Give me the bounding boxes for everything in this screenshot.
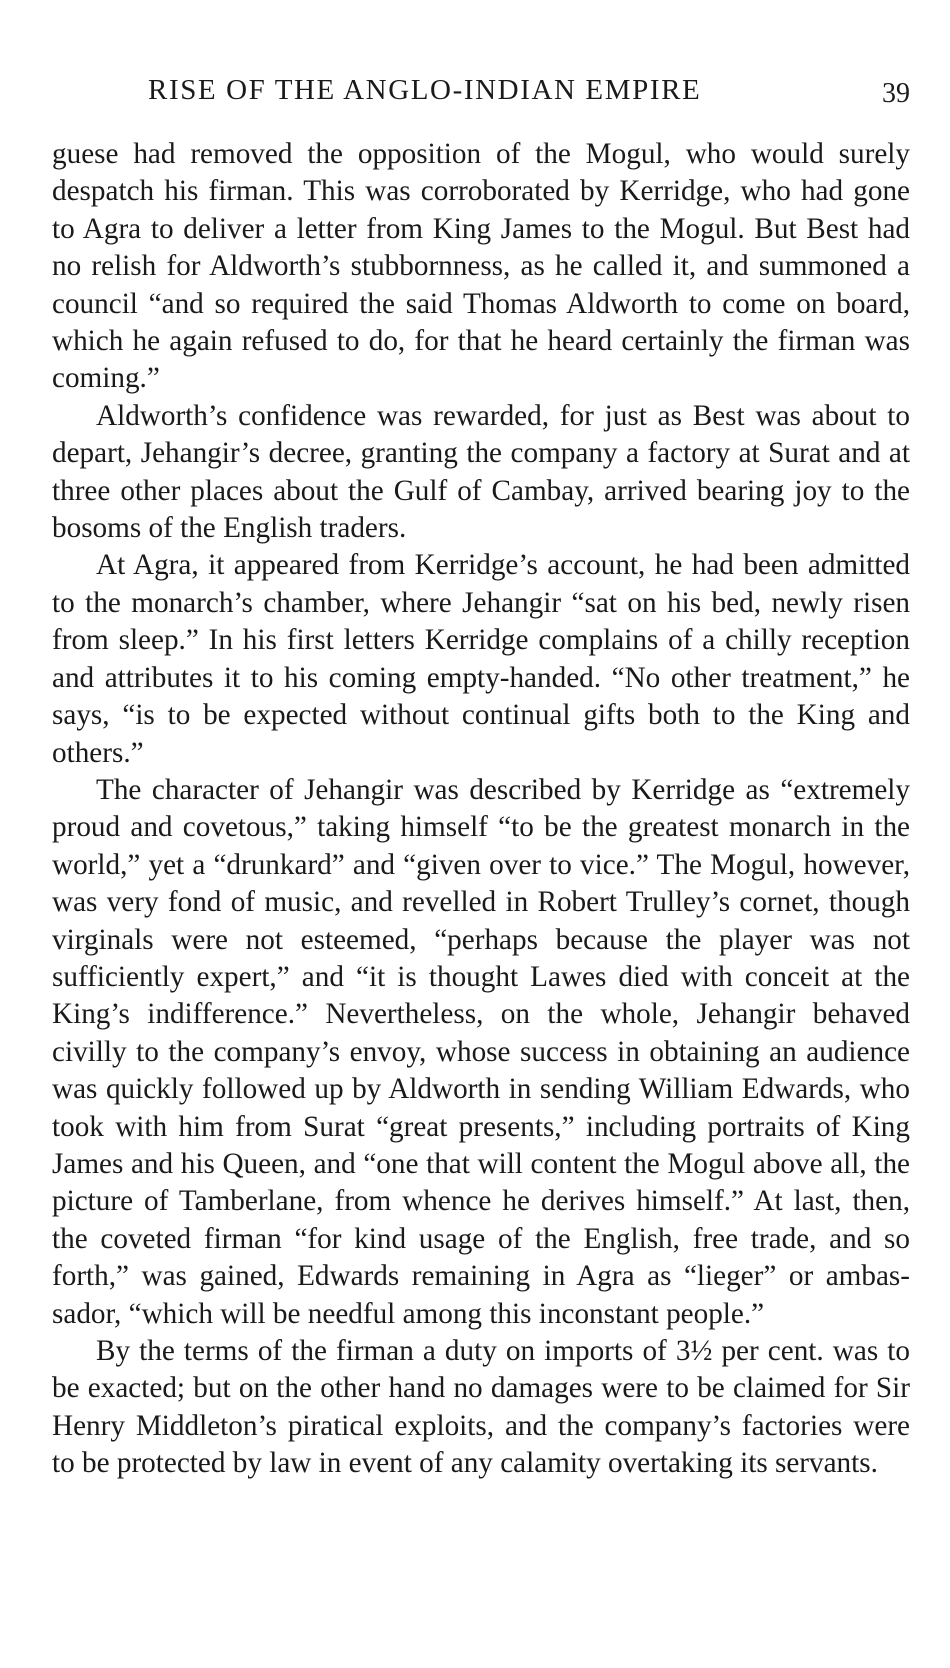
- paragraph-firman-terms: By the terms of the firman a duty on imports of 3½ per cent. was to be exacted; but on the other hand no damages were to be claimed for Sir Henry Middleton’s piratical exploits, and the company’s factories were to be protected by law in event of any calamity overtaking its servants.: [52, 1335, 910, 1480]
- body-text: [52, 136, 910, 1483]
- paragraph-agra-reception: At Agra, it appeared from Kerridge’s account, he had been admitted to the monarch’s chamber, where Jehangir “sat on his bed, newly risen from sleep.” In his first letters Kerridge complains of a chilly reception and attributes it to his coming empty-handed. “No other treatment,” he says, “is to be expected without continual gifts both to the King and others.”: [52, 549, 910, 769]
- paragraph-aldworth-confidence: Aldworth’s confidence was rewarded, for just as Best was about to depart, Jehangir’s decree, granting the company a factory at Surat and at three other places about the Gulf of Cambay, arrived bearing joy to the bosoms of the English traders.: [52, 399, 910, 545]
- page-number: 39: [882, 78, 910, 109]
- paragraph-jehangir-character: The character of Jehangir was described by Kerridge as “extremely proud and covetous,” taking himself “to be the greatest monarch in the world,” yet a “drunkard” and “given over to vice.” The Mogul, however, was very fond of music, and revelled in Robert Trulley’s cornet, though virginals were not esteemed, “perhaps because the player was not sufficiently expert,” and “it is thought Lawes died with conceit at the King’s indifference.” Nevertheless, on the whole, Jehangir behaved civilly to the company’s envoy, whose success in obtaining an audience was quickly followed up by Aldworth in sending William Edwards, who took with him from Surat “great presents,” including portraits of King James and his Queen, and “one that will content the Mogul above all, the picture of Tamberlane, from whence he derives himself.” At last, then, the coveted firman “for kind usage of the English, free trade, and so forth,” was gained, Edwards remaining in Agra as “lieger” or ambassador, “which will be needful among this inconstant people.”: [52, 773, 910, 1330]
- paragraph-continuation: guese had removed the opposition of the Mogul, who would surely despatch his firman. This was corroborated by Kerridge, who had gone to Agra to deliver a letter from King James to the Mogul. But Best had no relish for Aldworth’s stubbornness, as he called it, and summoned a council “and so required the said Thomas Aldworth to come on board, which he again refused to do, for that he heard certainly the firman was coming.”: [52, 138, 910, 395]
- running-head: [52, 74, 910, 114]
- running-title: RISE OF THE ANGLO-INDIAN EMPIRE: [148, 74, 702, 106]
